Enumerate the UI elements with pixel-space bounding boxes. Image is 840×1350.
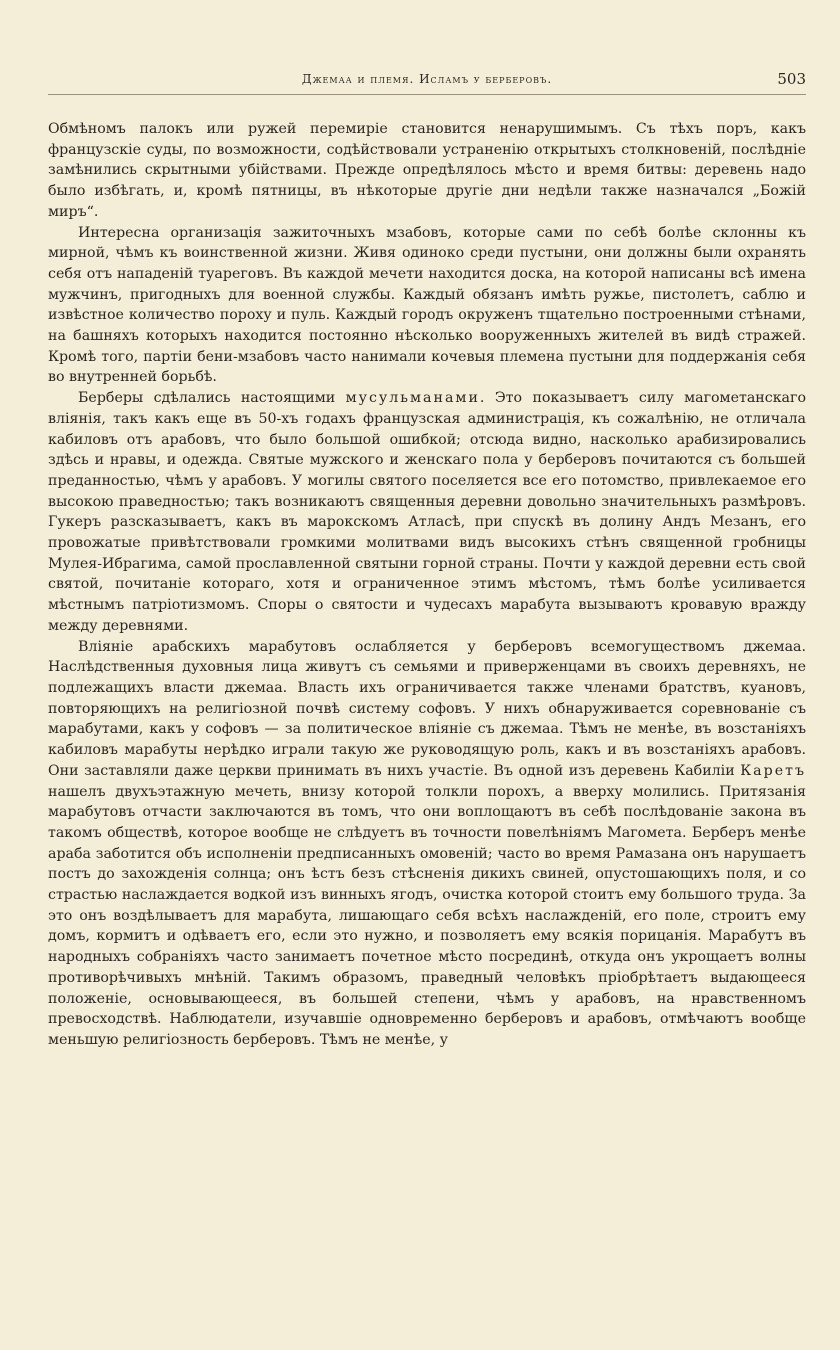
body-text bbox=[48, 119, 806, 1051]
paragraph-text: . Это показываетъ силу магометанскаго вліянія, такъ какъ еще въ 50-хъ годахъ французская администрація, къ сожалѣнію, не отличала кабиловъ отъ арабовъ, что было большой ошибкой; отсюда видно, насколько арабизировались здѣсь и нравы, и одежда. Святые мужского и женскаго пола у берберовъ почитаются съ большей преданностью, чѣмъ у арабовъ. У могилы святого поселяется все его потомство, привлекаемое его высокою праведностью; такъ возникаютъ священныя деревни довольно значительныхъ размѣровъ. Гукеръ разсказываетъ, какъ въ марокскомъ Атласѣ, при спускѣ въ долину Андъ Мезанъ, его провожатые привѣтствовали громкими молитвами видъ высокихъ стѣнъ священной гробницы Мулея-Ибрагима, самой прославленной святыни горной страны. Почти у каждой деревни есть свой святой, почитаніе котораго, хотя и ограниченное этимъ мѣстомъ, тѣмъ болѣе усиливается мѣстнымъ патріотизмомъ. Споры о святости и чудесахъ марабута вызываютъ кровавую вражду между деревнями. bbox=[48, 390, 806, 634]
paragraph-text: нашелъ двухъэтажную мечеть, внизу которой толкли порохъ, а вверху молились. Притязанія марабутовъ отчасти заключаются въ томъ, что они воплощаютъ въ себѣ послѣдованіе закона въ такомъ обществѣ, которое вообще не слѣдуетъ въ точности повелѣніямъ Магомета. Берберъ менѣе араба заботится объ исполненіи предписанныхъ омовеній; часто во время Рамазана онъ нарушаетъ постъ до захожденія солнца; онъ ѣстъ безъ стѣсненія дикихъ свиней, опустошающихъ поля, и со страстью наслаждается водкой изъ винныхъ ягодъ, очистка которой стоитъ ему большого труда. За это онъ воздѣлываетъ для марабута, лишающаго себя всѣхъ наслажденій, его поле, строитъ ему домъ, кормитъ и одѣваетъ его, если это нужно, и позволяетъ ему всякія порицанія. Марабутъ въ народныхъ собраніяхъ часто занимаетъ почетное мѣсто посрединѣ, откуда онъ укрощаетъ волны противорѣчивыхъ мнѣній. Такимъ образомъ, праведный человѣкъ пріобрѣтаетъ выдающееся положеніе, основывающееся, въ большей степени, чѣмъ у арабовъ, на нравственномъ превосходствѣ. Наблюдатели, изучавшіе одновременно берберовъ и арабовъ, отмѣчаютъ вообще меньшую религіозность берберовъ. Тѣмъ не менѣе, у bbox=[48, 783, 806, 1048]
emphasized-name: Каретъ bbox=[740, 762, 806, 779]
paragraph: Обмѣномъ палокъ или ружей перемиріе становится ненарушимымъ. Съ тѣхъ поръ, какъ французскіе суды, по возможности, содѣйствовали устраненію открытыхъ столкновеній, послѣдніе замѣнились скрытными убійствами. Прежде опредѣлялось мѣсто и время битвы: деревень надо было избѣгать, и, кромѣ пятницы, въ нѣкоторые другіе дни недѣли также назначался „Божій миръ“. bbox=[48, 121, 806, 220]
paragraph bbox=[48, 637, 806, 1051]
paragraph-text: Берберы сдѣлались настоящими bbox=[78, 390, 346, 407]
paragraph: Интересна организація зажиточныхъ мзабовъ, которые сами по себѣ болѣе склонны къ мирной, чѣмъ къ воинственной жизни. Живя одиноко среди пустыни, они должны были охранять себя отъ нападеній туареговъ. Въ каждой мечети находится доска, на которой написаны всѣ имена мужчинъ, пригодныхъ для военной службы. Каждый обязанъ имѣть ружье, пистолетъ, саблю и извѣстное количество пороху и пуль. Каждый городъ окруженъ тщательно построенными стѣнами, на башняхъ которыхъ находится постоянно нѣсколько вооруженныхъ жителей въ видѣ стражей. Кромѣ того, партіи бени-мзабовъ часто нанимали кочевыя племена пустыни для поддержанія себя во внутренней борьбѣ. bbox=[48, 224, 806, 386]
emphasized-word: мусульманами bbox=[345, 390, 480, 407]
page-number: 503 bbox=[777, 70, 806, 88]
running-title: Джемаа и племя. Исламъ у берберовъ. bbox=[301, 72, 553, 86]
running-header bbox=[48, 64, 806, 95]
paragraph bbox=[48, 388, 806, 636]
paragraph-text: Вліяніе арабскихъ марабутовъ ослабляется у берберовъ всемогуществомъ джемаа. Наслѣдственныя духовныя лица живутъ съ семьями и приверженцами въ своихъ деревняхъ, не подлежащихъ власти джемаа. Власть ихъ ограничивается также членами братствъ, куановъ, повторяющихъ на религіозной почвѣ систему софовъ. У нихъ обнаруживается соревнованіе съ марабутами, какъ у софовъ — за политическое вліяніе съ джемаа. Тѣмъ не менѣе, въ возстаніяхъ кабиловъ марабуты нерѣдко играли такую же руководящую роль, какъ и въ возстаніяхъ арабовъ. Они заставляли даже церкви принимать въ нихъ участіе. Въ одной изъ деревень Кабиліи bbox=[48, 638, 806, 779]
